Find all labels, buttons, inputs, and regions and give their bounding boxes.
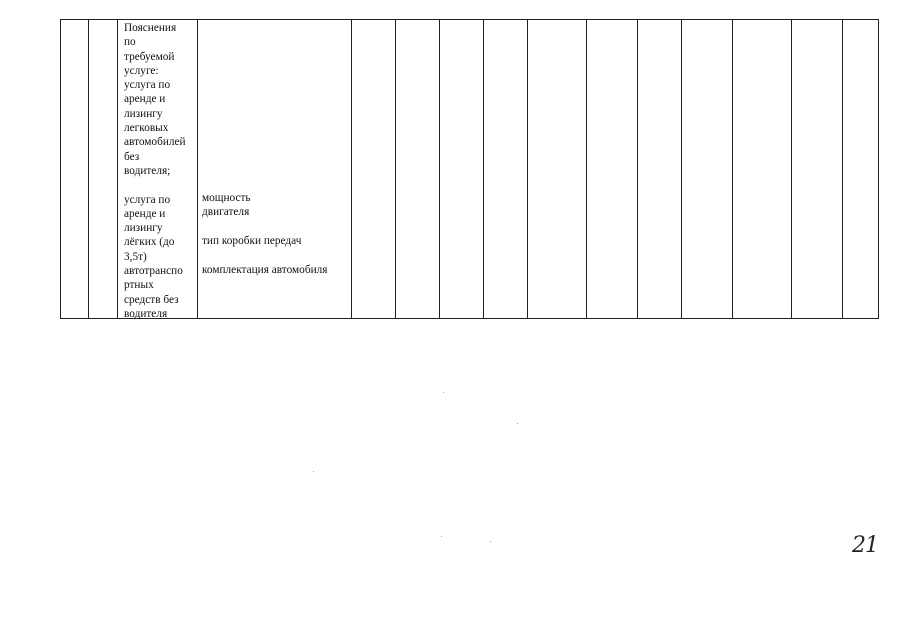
column-divider xyxy=(842,20,843,318)
column-divider xyxy=(637,20,638,318)
column-divider xyxy=(117,20,118,318)
column-divider xyxy=(791,20,792,318)
scan-speck xyxy=(313,471,314,472)
service-explanation-cell: Пояснения по требуемой услуге: услуга по аренде и лизингу легковых автомобилей без водителя; услуга по аренде и лизингу лёгких (до 3,5т) автотранспо ртных средств без водителя xyxy=(124,22,186,320)
characteristics-table xyxy=(60,19,879,319)
handwritten-page-number: 21 xyxy=(852,533,878,558)
column-divider xyxy=(732,20,733,318)
scan-speck xyxy=(490,541,491,542)
column-divider xyxy=(527,20,528,318)
column-divider xyxy=(439,20,440,318)
column-divider xyxy=(88,20,89,318)
column-divider xyxy=(197,20,198,318)
column-divider xyxy=(586,20,587,318)
characteristic-engine-power: мощность двигателя xyxy=(202,192,251,219)
scan-speck xyxy=(517,423,518,424)
column-divider xyxy=(395,20,396,318)
column-divider xyxy=(681,20,682,318)
column-divider xyxy=(483,20,484,318)
characteristic-car-equipment: комплектация автомобиля xyxy=(202,264,328,276)
column-divider xyxy=(351,20,352,318)
scan-speck xyxy=(441,536,442,537)
characteristic-gearbox-type: тип коробки передач xyxy=(202,235,302,247)
scan-speck xyxy=(443,392,444,393)
